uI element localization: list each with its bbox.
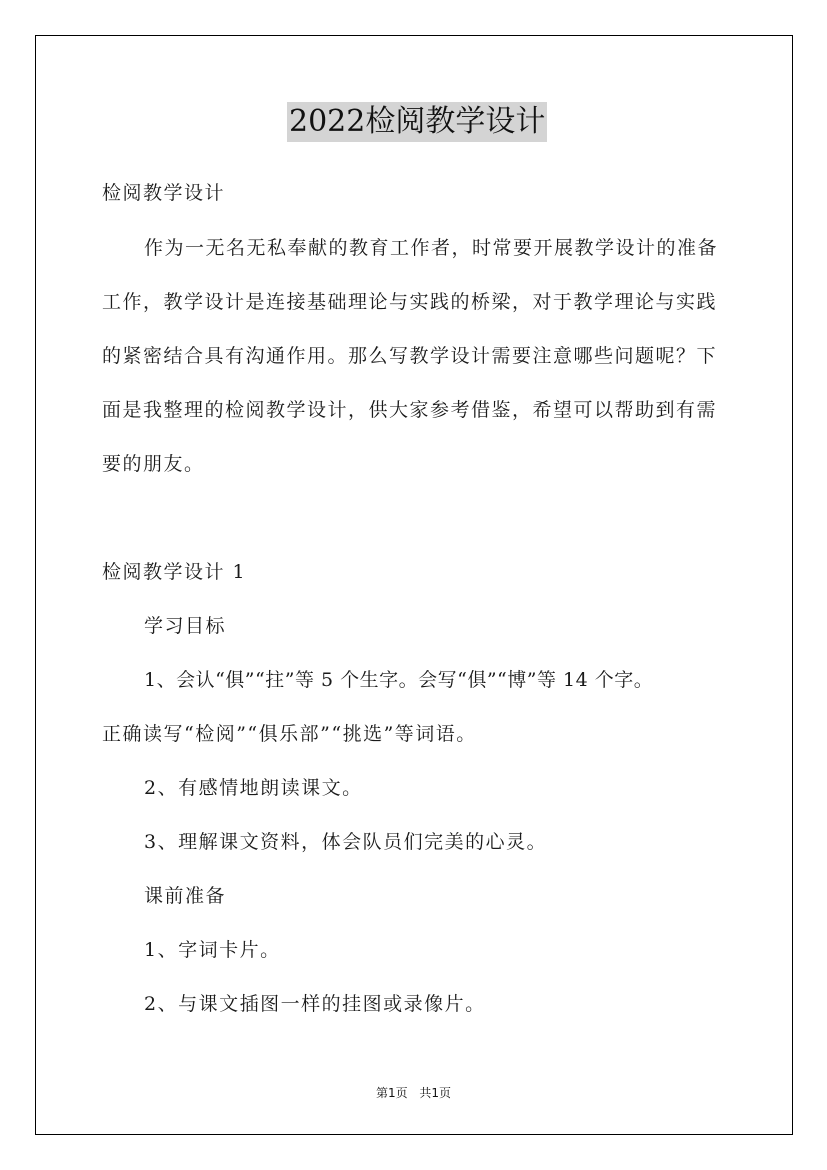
goal-1-line-2: 正确读写“检阅”“俱乐部”“挑选”等词语。 <box>102 723 477 745</box>
intro-line-5: 要的朋友。 <box>102 453 205 475</box>
prep-item-1: 1、字词卡片。 <box>144 939 281 961</box>
prep-label: 课前准备 <box>144 885 227 907</box>
prep-item-2: 2、与课文插图一样的挂图或录像片。 <box>144 993 486 1015</box>
intro-line-3: 的紧密结合具有沟通作用。那么写教学设计需要注意哪些问题呢？下 <box>102 345 718 367</box>
page-footer <box>0 1085 827 1101</box>
intro-line-4: 面是我整理的检阅教学设计，供大家参考借鉴，希望可以帮助到有需 <box>102 399 718 421</box>
document-title: 2022检阅教学设计 <box>287 102 547 142</box>
document-heading: 检阅教学设计 <box>102 182 226 204</box>
section-1-heading: 检阅教学设计 1 <box>102 561 247 583</box>
page-total: 共1页 <box>419 1086 452 1100</box>
goal-1-line-1: 1、会认“俱”“拄”等 5 个生字。会写“俱”“博”等 14 个字。 <box>144 669 654 691</box>
goal-3: 3、理解课文资料，体会队员们完美的心灵。 <box>144 831 548 853</box>
page-number: 第1页 <box>375 1086 408 1100</box>
intro-line-1: 作为一无名无私奉献的教育工作者，时常要开展教学设计的准备 <box>144 237 719 259</box>
intro-line-2: 工作，教学设计是连接基础理论与实践的桥梁，对于教学理论与实践 <box>102 291 718 313</box>
learning-goals-label: 学习目标 <box>144 615 227 637</box>
goal-2: 2、有感情地朗读课文。 <box>144 777 363 799</box>
